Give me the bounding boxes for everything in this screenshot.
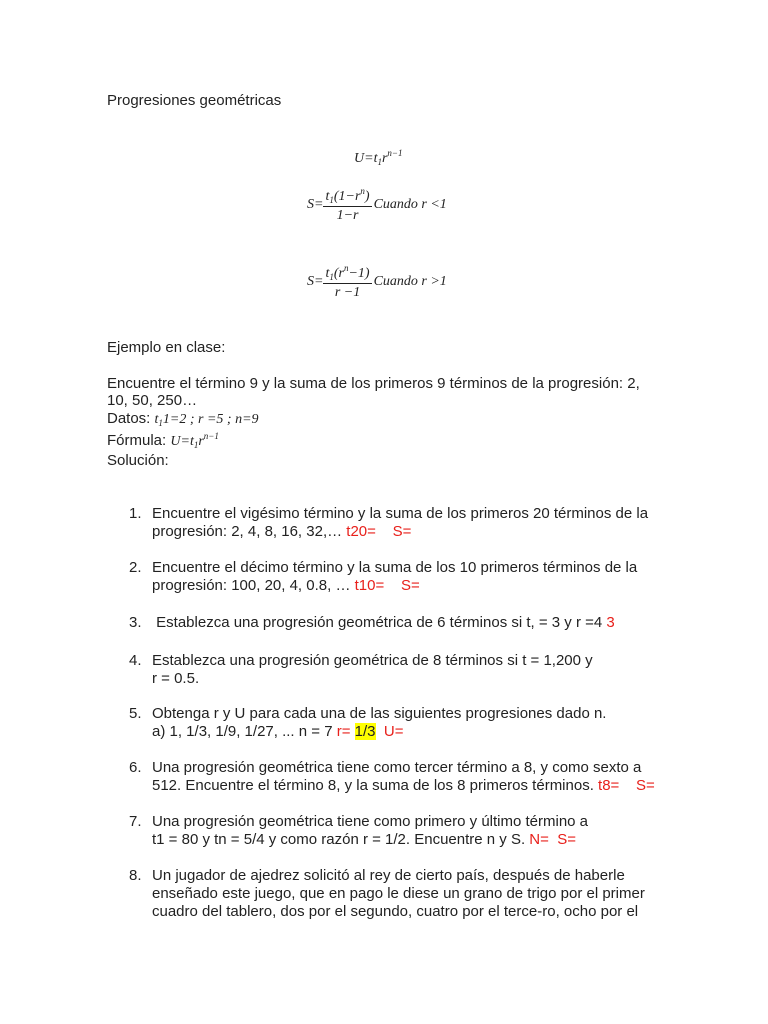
answer-sum: S=: [400, 577, 420, 594]
answer-n: N=: [529, 831, 549, 848]
page-title: Progresiones geométricas: [107, 92, 282, 109]
answer-last-term: U=: [383, 723, 404, 740]
answer-sum: S=: [392, 523, 412, 540]
example-statement-line-1: Encuentre el término 9 y la suma de los primeros 9 términos de la progresión: 2,: [107, 375, 640, 392]
example-formula: Fórmula: $U=t_1r^{n-1}$: [107, 431, 219, 450]
example-heading: Ejemplo en clase:: [107, 339, 226, 356]
answer-term: t10=: [354, 577, 385, 594]
example-datos: Datos: $t_11=2$ ; r =5 ; n=9: [107, 410, 259, 428]
formula-sum-r-less-1: S= $\frac{t_1(1-r^n)}{1-r}$ Cuando r <1: [307, 186, 447, 223]
answer-term: t8=: [598, 777, 620, 794]
answer-ratio-highlight: 1/3: [354, 723, 376, 740]
answer-sum: S=: [636, 777, 655, 794]
answer-sum: S=: [557, 831, 576, 848]
example-solucion: Solución:: [107, 452, 169, 469]
answer-value: 3: [606, 614, 615, 631]
formula-sum-r-greater-1: S= $\frac{t_1(r^n-1)}{r -1}$ Cuando r >1: [307, 263, 447, 300]
answer-term: t20=: [346, 523, 376, 540]
formula-general-term: $U=t_1r^{n-1}$: [354, 148, 403, 167]
answer-ratio-label: r=: [336, 723, 351, 740]
example-statement-line-2: 10, 50, 250…: [107, 392, 198, 409]
